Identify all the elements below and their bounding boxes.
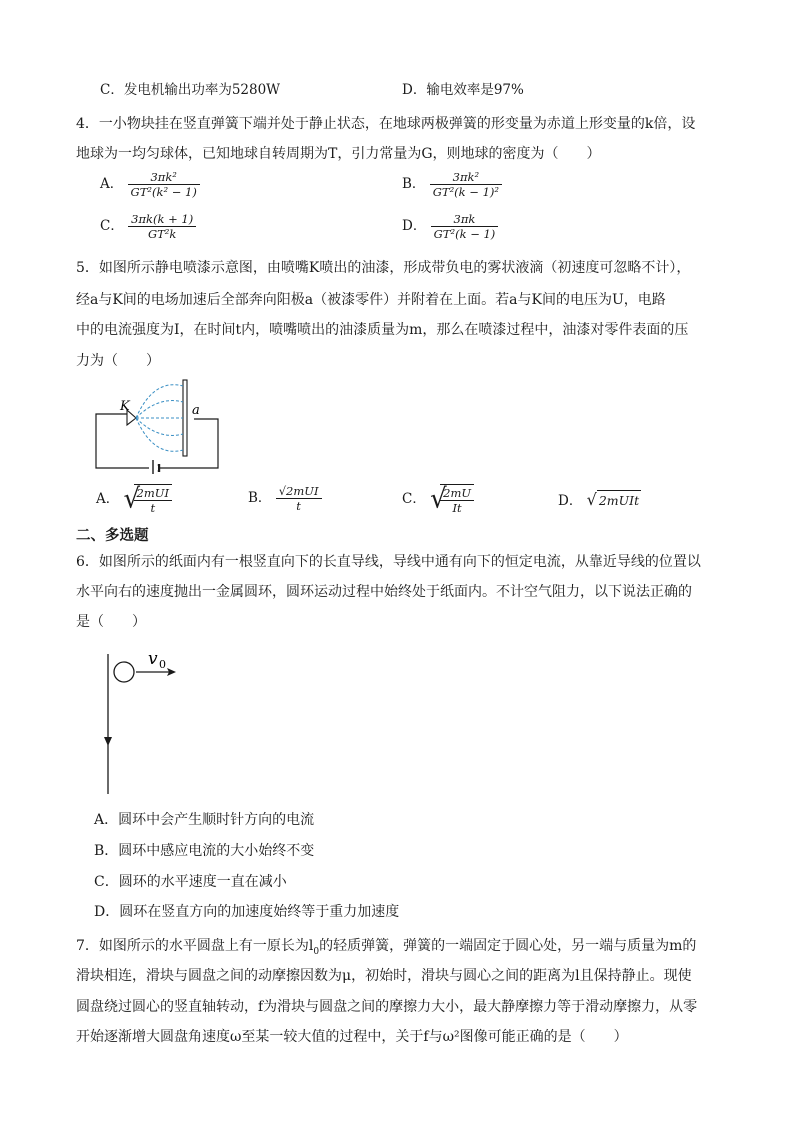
circuit-wire	[96, 414, 218, 468]
nozzle-label: K	[120, 399, 130, 414]
q5-stem-line4: 力为（ ）	[76, 353, 160, 369]
q5-option-d[interactable]: D． √ 2mUIt	[558, 490, 640, 509]
q7-stem-line3: 圆盘绕过圆心的竖直轴转动，f为滑块与圆盘之间的摩擦力大小，最大静摩擦力等于滑动摩擦力，从零	[76, 999, 698, 1015]
fraction: $\frac{\text{3πk²}}{\text{GT²(k² − 1)}}$	[128, 170, 200, 199]
q6-stem-line1: 6．如图所示的纸面内有一根竖直向下的长直导线，导线中通有向下的恒定电流，从靠近导线的位置以	[76, 554, 701, 570]
wire-ring-figure	[96, 640, 196, 800]
fraction: $\frac{3\pi k(k + 1)}{\text{GT²k}}$	[128, 212, 196, 241]
q6-option-c[interactable]: C．圆环的水平速度一直在减小	[94, 874, 287, 890]
battery-space	[154, 466, 158, 470]
q4-option-d[interactable]: D． $\frac{3\pi k}{\text{GT²(k − 1)}}$	[402, 212, 498, 241]
q4-stem-line2: 地球为一均匀球体，已知地球自转周期为T，引力常量为G，则地球的密度为（ ）	[76, 146, 601, 162]
q5-stem-line1: 5．如图所示静电喷漆示意图，由喷嘴K喷出的油漆，形成带负电的雾状液滴（初速度可忽略不计），	[76, 260, 691, 276]
q6-option-d[interactable]: D．圆环在竖直方向的加速度始终等于重力加速度	[94, 904, 400, 920]
q6-option-a[interactable]: A．圆环中会产生顺时针方向的电流	[94, 812, 315, 828]
q5-stem-line2: 经a与K间的电场加速后全部奔向阳极a（被漆零件）并附着在上面。若a与K间的电压为U，电路	[76, 292, 666, 308]
electrostatic-spray-figure	[90, 372, 230, 474]
velocity-subscript: 0	[159, 658, 166, 671]
fraction: $\frac{\text{√2mUI}}{t}$	[276, 484, 322, 513]
fraction: $\frac{\text{3πk²}}{\text{GT²(k − 1)²}}$	[430, 170, 502, 199]
q6-stem-line2: 水平向右的速度抛出一金属圆环，圆环运动过程中始终处于纸面内。不计空气阻力，以下说法正确的	[76, 584, 692, 600]
spray-path	[136, 401, 183, 418]
square-root: √ $\frac{2mU}{It}$	[430, 484, 474, 515]
fraction: $\frac{3\pi k}{\text{GT²(k − 1)}}$	[431, 212, 499, 241]
q4-stem-line1: 4．一小物块挂在竖直弹簧下端并处于静止状态，在地球两极弹簧的形变量为赤道上形变量的k倍，设	[76, 116, 696, 132]
q7-stem-line1: 7．如图所示的水平圆盘上有一原长为$l_0$的轻质弹簧，弹簧的一端固定于圆心处，另一端与质量为m的	[76, 938, 697, 957]
spray-path	[136, 385, 183, 418]
q6-stem-line3: 是（ ）	[76, 614, 146, 630]
anode-plate	[183, 380, 187, 456]
q5-option-b[interactable]: B． $\frac{\text{√2mUI}}{t}$	[248, 484, 322, 513]
q7-stem-line2: 滑块相连，滑块与圆盘之间的动摩擦因数为μ，初始时，滑块与圆心之间的距离为l且保持静止。现使	[76, 968, 692, 984]
metal-ring	[114, 662, 134, 682]
spray-path	[136, 418, 183, 451]
q6-option-b[interactable]: B．圆环中感应电流的大小始终不变	[94, 843, 315, 859]
q3-option-c[interactable]: C．发电机输出功率为5280W	[100, 82, 281, 98]
q4-option-c[interactable]: C． $\frac{3\pi k(k + 1)}{\text{GT²k}}$	[100, 212, 196, 241]
anode-label: a	[192, 403, 200, 418]
square-root: √ $\frac{\text{2mUI}}{t}$	[124, 484, 172, 515]
current-arrow-icon	[104, 737, 112, 746]
q5-option-a[interactable]: A． √ $\frac{\text{2mUI}}{t}$	[96, 484, 172, 515]
section-title: 二、多选题	[76, 528, 149, 544]
fraction: $\frac{\text{2mUI}}{t}$	[134, 486, 172, 515]
spray-path	[136, 418, 183, 435]
fraction: $\frac{2mU}{It}$	[440, 486, 474, 515]
q3-option-d[interactable]: D．输电效率是97%	[402, 82, 524, 98]
q5-option-c[interactable]: C． √ $\frac{2mU}{It}$	[402, 484, 474, 515]
velocity-label: v	[148, 649, 158, 669]
q5-stem-line3: 中的电流强度为I，在时间t内，喷嘴喷出的油漆质量为m，那么在喷漆过程中，油漆对零件表面的压	[76, 322, 689, 338]
q7-stem-line4: 开始逐渐增大圆盘角速度ω至某一较大值的过程中，关于f与ω²图像可能正确的是（ ）	[76, 1029, 628, 1045]
q4-option-a[interactable]: A． $\frac{\text{3πk²}}{\text{GT²(k² − 1)}}$	[100, 170, 200, 199]
sqrt-sign: √	[586, 490, 597, 509]
q4-option-b[interactable]: B． $\frac{\text{3πk²}}{\text{GT²(k − 1)²}}$	[402, 170, 502, 199]
